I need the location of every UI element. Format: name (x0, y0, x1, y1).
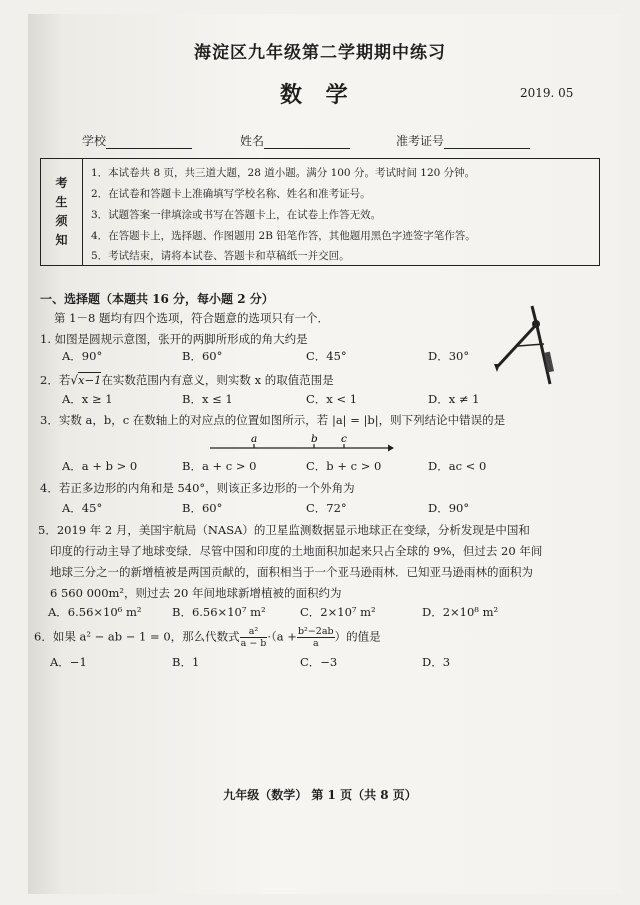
notice-item: 1．本试卷共 8 页，共三道大题，28 道小题。满分 100 分。考试时间 120 分钟。 (91, 167, 476, 179)
q3-option-c: C．b + c > 0 (306, 459, 382, 473)
id-field (396, 132, 530, 149)
q6-option-c: C．−3 (300, 655, 338, 669)
name-label: 姓名 (240, 134, 265, 148)
q1-option-b: B．60° (182, 349, 223, 363)
q6-fraction-2: $\frac{\text{b²−2ab}}{a}$ (297, 626, 334, 649)
q1-option-a: A．90° (62, 349, 103, 363)
q5-option-b: B．6.56×10⁷ m² (172, 605, 266, 619)
axis-label-b: b (311, 433, 318, 445)
id-blank (444, 135, 530, 149)
q4-option-b: B．60° (182, 501, 223, 515)
q6-fraction-1: $\frac{\text{a²}}{a - b}$ (240, 626, 267, 649)
q5-option-a: A．6.56×10⁶ m² (48, 605, 142, 619)
notice-item: 2．在试卷和答题卡上准确填写学校名称、姓名和准考证号。 (91, 188, 371, 200)
q4-option-d: D．90° (428, 501, 470, 515)
question-5-stem-line: 6 560 000m²，则过去 20 年间地球新增植被的面积约为 (50, 586, 342, 600)
q4-option-a: A．45° (62, 501, 103, 515)
question-2-stem: 2．若√x−1在实数范围内有意义，则实数 x 的取值范围是 (40, 373, 334, 387)
subject-title: 数 学 (280, 82, 356, 108)
school-label: 学校 (82, 134, 107, 148)
q3-option-a: A．a + b > 0 (62, 459, 138, 473)
name-field (240, 132, 350, 149)
page-footer: 九年级（数学） 第 1 页（共 8 页） (223, 788, 417, 802)
exam-title: 海淀区九年级第二学期期中练习 (194, 43, 446, 63)
q3-option-b: B．a + c > 0 (182, 459, 257, 473)
q5-option-c: C．2×10⁷ m² (300, 605, 376, 619)
q2-option-b: B．x ≤ 1 (182, 392, 233, 406)
q3-option-d: D．ac < 0 (428, 459, 487, 473)
q2-option-c: C．x < 1 (306, 392, 358, 406)
axis-label-c: c (341, 433, 347, 445)
q2-option-d: D．x ≠ 1 (428, 392, 480, 406)
notice-box (40, 158, 600, 266)
notice-item: 4．在答题卡上，选择题、作图题用 2B 铅笔作答，其他题用黑色字迹签字笔作答。 (91, 230, 476, 242)
id-label: 准考证号 (396, 134, 445, 148)
name-blank (264, 135, 350, 149)
number-line-figure (208, 432, 394, 456)
q1-option-d: D．30° (428, 349, 470, 363)
school-field (82, 132, 192, 149)
question-1-stem: 1. 如图是圆规示意图，张开的两脚所形成的角大约是 (40, 332, 308, 346)
question-5-stem-line: 5．2019 年 2 月，美国宇航局（NASA）的卫星监测数据显示地球正在变绿，分析发现是中国和 (38, 523, 530, 537)
notice-side-label: 考 生 须 知 (41, 159, 83, 265)
question-6-stem: 6．如果 a² − ab − 1 = 0，那么代数式 $\frac{\text{a²}}{a - b}$ ·（a + $\frac{\text{b²−2ab}}{a}$ ）的值是 (34, 626, 381, 649)
q6-option-b: B．1 (172, 655, 200, 669)
q1-option-c: C．45° (306, 349, 347, 363)
exam-date: 2019. 05 (520, 86, 574, 100)
notice-item: 5．考试结束，请将本试卷、答题卡和草稿纸一并交回。 (91, 250, 350, 262)
q2-option-a: A．x ≥ 1 (62, 392, 113, 406)
q6-option-a: A．−1 (50, 655, 87, 669)
notice-item: 3．试题答案一律填涂或书写在答题卡上，在试卷上作答无效。 (91, 209, 382, 221)
q2-radicand: x−1 (77, 373, 102, 387)
q4-option-c: C．72° (306, 501, 347, 515)
question-3-stem: 3．实数 a，b，c 在数轴上的对应点的位置如图所示，若 |a| = |b|，则下列结论中错误的是 (40, 413, 506, 427)
section-intro: 第 1－8 题均有四个选项，符合题意的选项只有一个． (54, 311, 329, 325)
q5-option-d: D．2×10⁸ m² (422, 605, 499, 619)
question-5-stem-line: 地球三分之一的新增植被是两国贡献的，面积相当于一个亚马逊雨林．已知亚马逊雨林的面积为 (50, 565, 533, 579)
section-title: 一、选择题（本题共 16 分，每小题 2 分） (40, 292, 274, 306)
compass-figure-icon (488, 300, 568, 392)
question-5-stem-line: 印度的行动主导了地球变绿．尽管中国和印度的土地面积加起来只占全球的 9%，但过去 20 年间 (50, 544, 543, 558)
axis-label-a: a (251, 433, 258, 445)
q6-option-d: D．3 (422, 655, 451, 669)
question-4-stem: 4．若正多边形的内角和是 540°，则该正多边形的一个外角为 (40, 481, 355, 495)
school-blank (106, 135, 192, 149)
